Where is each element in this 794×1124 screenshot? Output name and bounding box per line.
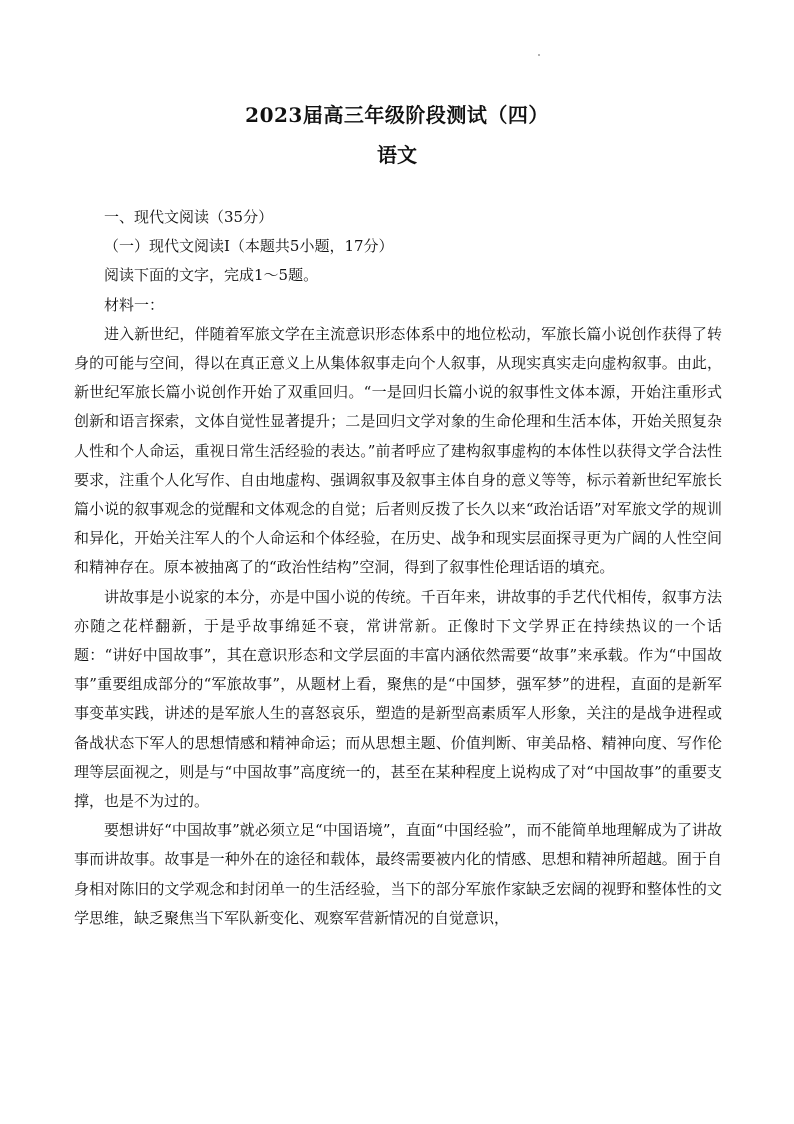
section-heading: 一、现代文阅读（35分） xyxy=(104,208,274,226)
material-paragraph: 讲故事是小说家的本分，亦是中国小说的传统。千百年来，讲故事的手艺代代相传，叙事方法亦随之花样翻新，于是乎故事绵延不衰，常讲常新。正像时下文学界正在持续热议的一个话题：“讲好中国故事”，其在意识形态和文学层面的丰富内涵依然需要“故事”来承载。作为“中国故事”重要组成部分的“军旅故事”，从题材上看，聚焦的是“中国梦，强军梦”的进程，直面的是新军事变革实践，讲述的是军旅人生的喜怒哀乐，塑造的是新型高素质军人形象，关注的是战争进程或备战状态下军人的思想情感和精神命运；而从思想主题、价值判断、审美品格、精神向度、写作伦理等层面视之，则是与“中国故事”高度统一的，甚至在某种程度上说构成了对“中国故事”的重要支撑，也是不为过的。 xyxy=(74,587,722,811)
reading-section xyxy=(74,203,722,933)
exam-title: 2023届高三年级阶段测试（四） xyxy=(245,103,549,127)
section-subheading: （一）现代文阅读I（本题共5小题，17分） xyxy=(104,237,394,256)
scan-dot-mark xyxy=(538,54,540,56)
reading-instruction: 阅读下面的文字，完成1～5题。 xyxy=(104,266,319,285)
material-paragraph: 要想讲好“中国故事”就必须立足“中国语境”，直面“中国经验”，而不能简单地理解成为了讲故事而讲故事。故事是一种外在的途径和载体，最终需要被内化的情感、思想和精神所超越。囿于自身相对陈旧的文学观念和封闭单一的生活经验，当下的部分军旅作家缺乏宏阔的视野和整体性的文学思维，缺乏聚焦当下军队新变化、观察军营新情况的自觉意识， xyxy=(74,821,722,927)
material-label: 材料一： xyxy=(104,295,165,314)
subject-title: 语文 xyxy=(377,143,417,167)
material-paragraph: 进入新世纪，伴随着军旅文学在主流意识形态体系中的地位松动，军旅长篇小说创作获得了转身的可能与空间，得以在真正意义上从集体叙事走向个人叙事，从现实真实走向虚构叙事。由此，新世纪军旅长篇小说创作开始了双重回归。“一是回归长篇小说的叙事性文体本源，开始注重形式创新和语言探索，文体自觉性显著提升；二是回归文学对象的生命伦理和生活本体，开始关照复杂人性和个人命运，重视日常生活经验的表达。”前者呼应了建构叙事虚构的本体性以获得文学合法性要求，注重个人化写作、自由地虚构、强调叙事及叙事主体自身的意义等等，标示着新世纪军旅长篇小说的叙事观念的觉醒和文体观念的自觉；后者则反拨了长久以来“政治话语”对军旅文学的规训和异化，开始关注军人的个人命运和个体经验，在历史、战争和现实层面探寻更为广阔的人性空间和精神存在。原本被抽离了的“政治性结构”空洞，得到了叙事性伦理话语的填充。 xyxy=(74,324,722,577)
